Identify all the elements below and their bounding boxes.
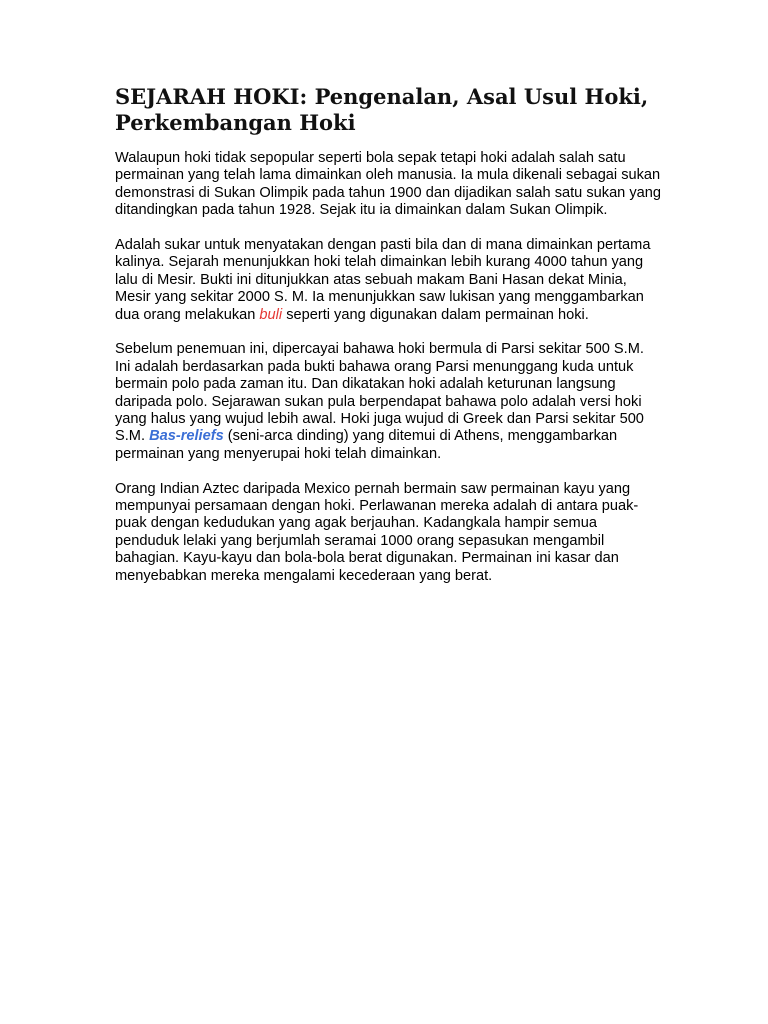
document-page — [115, 84, 663, 603]
document-title: SEJARAH HOKI: Pengenalan, Asal Usul Hoki, Perkembangan Hoki — [115, 84, 649, 135]
paragraph-1: Walaupun hoki tidak sepopular seperti bola sepak tetapi hoki adalah salah satu permainan yang telah lama dimainkan oleh manusia. Ia mula dikenali sebagai sukan demonstrasi di Sukan Olimpik pada tahun 1900 dan dijadikan salah satu sukan yang ditandingkan pada tahun 1928. Sejak itu ia dimainkan dalam Sukan Olimpik. — [115, 150, 661, 219]
paragraph-2-text-a: Adalah sukar untuk menyatakan dengan pasti bila dan di mana dimainkan pertama kalinya. Sejarah menunjukkan hoki telah dimainkan lebih kurang 4000 tahun yang lalu di Mesir. Bukti ini ditunjukkan atas sebuah makam Bani Hasan dekat Minia, Mesir yang sekitar 2000 S. M. Ia menunjukkan saw lukisan yang menggambarkan dua orang melakukan — [115, 237, 651, 323]
highlight-bas-reliefs: Bas-reliefs — [149, 428, 224, 445]
highlight-buli: buli — [259, 306, 283, 323]
paragraph-2-text-b: seperti yang digunakan dalam permainan hoki. — [282, 306, 589, 323]
paragraph-3 — [115, 341, 663, 463]
paragraph-3-text-b: (seni-arca dinding) yang ditemui di Athens, menggambarkan permainan yang menyerupai hoki telah dimainkan. — [115, 428, 618, 462]
paragraph-2 — [115, 237, 663, 324]
paragraph-3-text-a: Sebelum penemuan ini, dipercayai bahawa hoki bermula di Parsi sekitar 500 S.M. Ini adalah berdasarkan pada bukti bahawa orang Parsi menunggang kuda untuk bermain polo pada zaman itu. Dan dikatakan hoki adalah keturunan langsung daripada polo. Sejarawan sukan pula berpendapat bahawa polo adalah versi hoki yang halus yang wujud lebih awal. Hoki juga wujud di Greek dan Parsi sekitar 500 S.M. — [115, 341, 644, 445]
paragraph-4: Orang Indian Aztec daripada Mexico pernah bermain saw permainan kayu yang mempunyai persamaan dengan hoki. Perlawanan mereka adalah di antara puak-puak dengan kedudukan yang agak berjauhan. Kadangkala hampir semua penduduk lelaki yang berjumlah seramai 1000 orang sepasukan mengambil bahagian. Kayu-kayu dan bola-bola berat digunakan. Permainan ini kasar dan menyebabkan mereka mengalami kecederaan yang berat. — [115, 480, 639, 584]
